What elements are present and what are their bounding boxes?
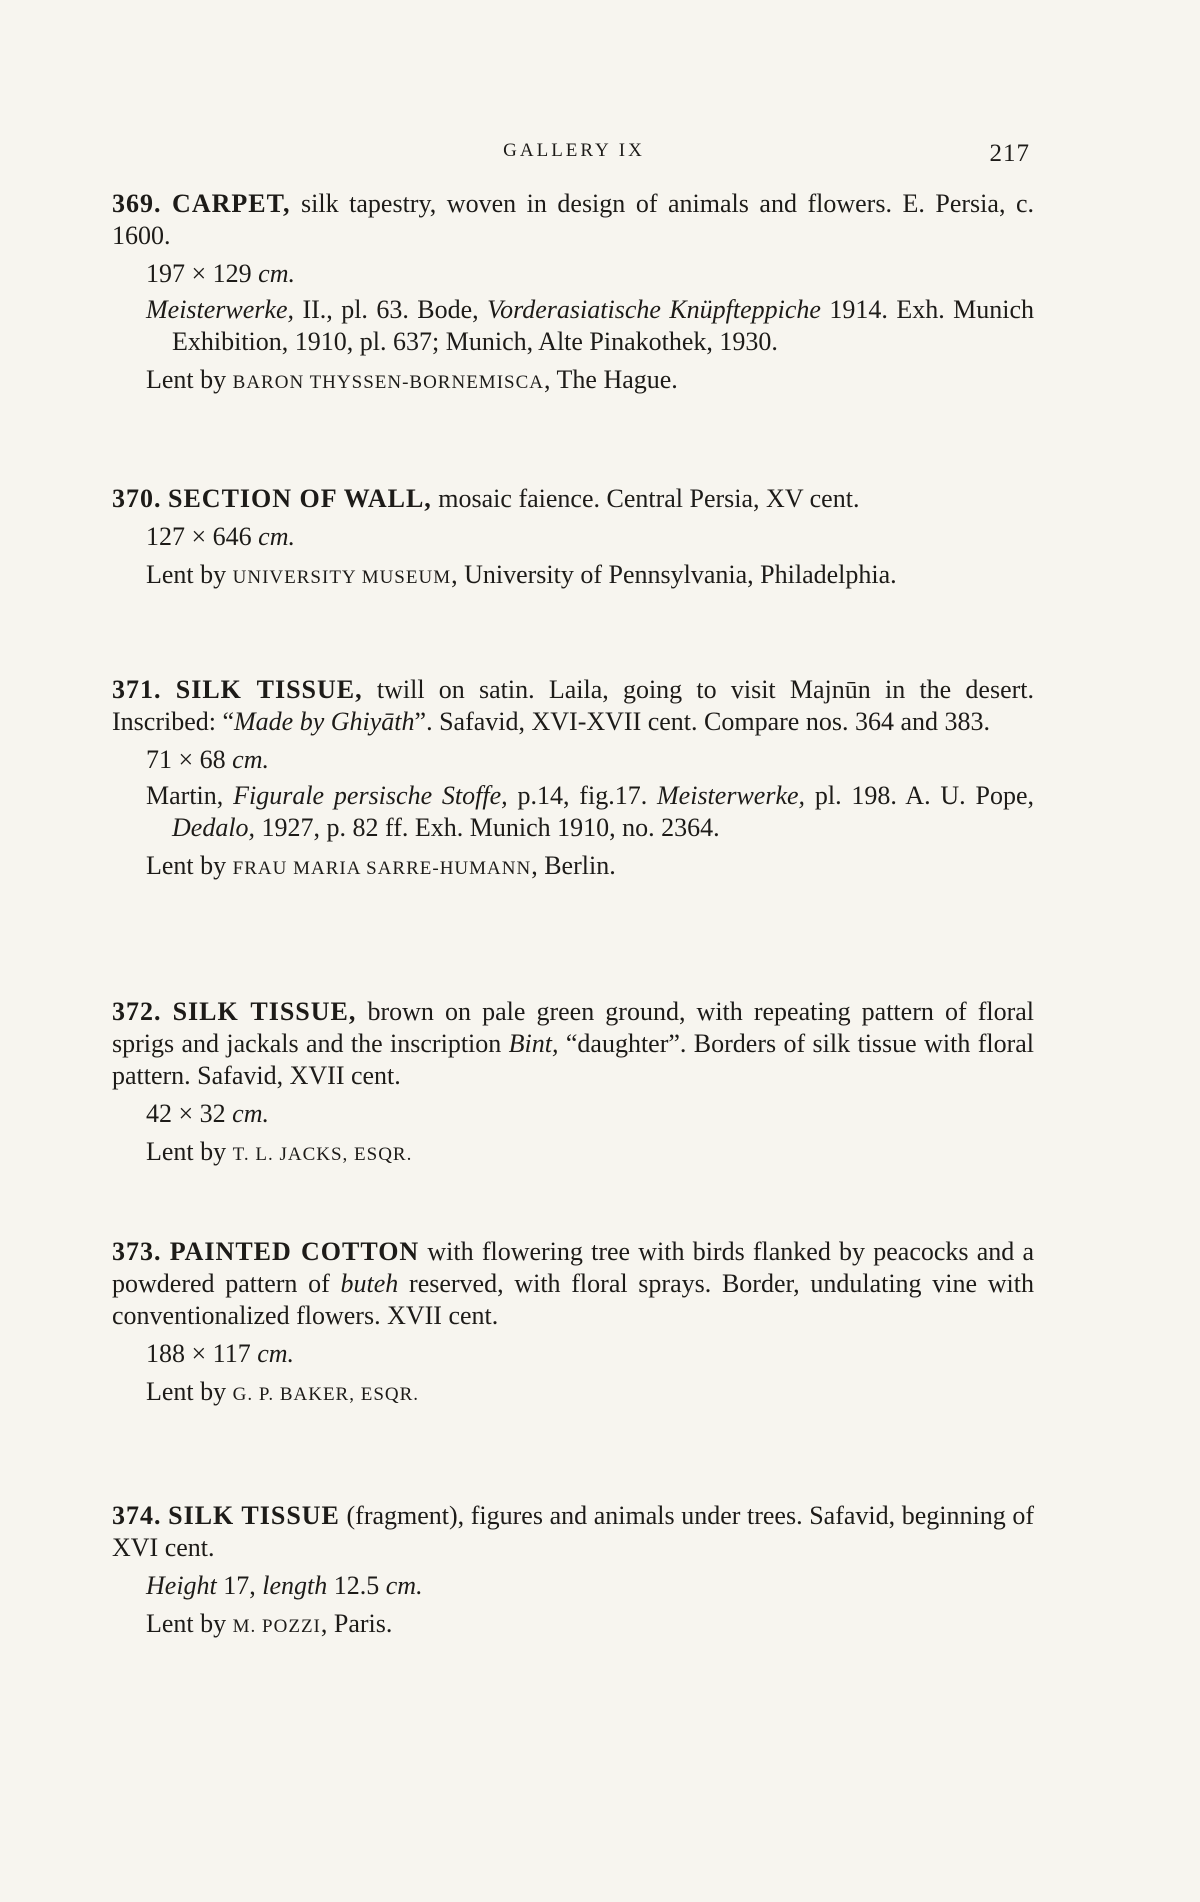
entry-dimensions: 197 × 129 cm. (146, 259, 295, 288)
entry-heading (112, 1500, 1034, 1564)
entry-lender: Lent by UNIVERSITY MUSEUM, University of Pennsylvania, Philadelphia. (146, 560, 897, 589)
entry-dimensions: 71 × 68 cm. (146, 745, 269, 774)
entry-number: 371. (112, 675, 162, 704)
entry-dimensions: Height 17, length 12.5 cm. (146, 1571, 423, 1600)
entry-title: SILK TISSUE (168, 1501, 340, 1530)
entry-number: 370. (112, 484, 162, 513)
entry-lender: Lent by T. L. JACKS, ESQR. (146, 1137, 413, 1166)
page-number: 217 (989, 140, 1030, 167)
catalogue-entry-371 (112, 674, 1034, 885)
running-head (118, 140, 1030, 170)
entry-dimensions: 127 × 646 cm. (146, 522, 295, 551)
entry-heading (112, 188, 1034, 252)
catalogue-entry-374 (112, 1500, 1034, 1643)
entry-title: CARPET, (172, 189, 291, 218)
entry-heading: 372. SILK TISSUE, brown on pale green ground, with repeating pattern of floral sprigs and jackals and the inscription Bint, “daughter”. Borders of silk tissue with floral pattern. Safavid, XVII cent. (112, 997, 1035, 1090)
entry-heading (112, 483, 1034, 515)
entry-references: Martin, Figurale persische Stoffe, p.14, fig.17. Meisterwerke, pl. 198. A. U. Pope, Dedalo, 1927, p. 82 ff. Exh. Munich 1910, no. 2364. (146, 781, 1034, 842)
entry-title: SILK TISSUE, (175, 675, 363, 704)
catalogue-entry-370 (112, 483, 1034, 594)
entry-title: SECTION OF WALL, (168, 484, 432, 513)
entry-lender: Lent by FRAU MARIA SARRE-HUMANN, Berlin. (146, 851, 616, 880)
catalogue-entry-373 (112, 1236, 1034, 1411)
entry-number: 372. (112, 997, 162, 1026)
entry-description: silk tapestry, woven in design of animals and flowers. E. Persia, c. 1600. (112, 189, 1035, 250)
entry-heading: 373. PAINTED COTTON with flowering tree with birds flanked by peacocks and a powdered pattern of buteh reserved, with floral sprays. Border, undulating vine with conventionalized flowers. XVII cent. (112, 1237, 1035, 1330)
entry-dimensions: 188 × 117 cm. (146, 1339, 295, 1368)
entry-lender: Lent by M. POZZI, Paris. (146, 1609, 393, 1638)
entry-number: 374. (112, 1501, 162, 1530)
entry-dimensions: 42 × 32 cm. (146, 1099, 269, 1128)
entry-title: SILK TISSUE, (172, 997, 357, 1026)
entry-lender: Lent by G. P. BAKER, ESQR. (146, 1377, 420, 1406)
entry-lender: Lent by BARON THYSSEN-BORNEMISCA, The Hague. (146, 365, 678, 394)
catalogue-entry-372 (112, 996, 1034, 1171)
entry-title: PAINTED COTTON (169, 1237, 420, 1266)
entry-number: 369. (112, 189, 162, 218)
entry-description: mosaic faience. Central Persia, XV cent. (431, 484, 860, 513)
entry-heading: 371. SILK TISSUE, twill on satin. Laila, going to visit Majnūn in the desert. Inscribed: “Made by Ghiyāth”. Safavid, XVI-XVII cent. Compare nos. 364 and 383. (112, 675, 1035, 736)
catalogue-entry-369 (112, 188, 1034, 399)
entry-description: (fragment), figures and animals under trees. Safavid, beginning of XVI cent. (112, 1501, 1034, 1562)
entry-references: Meisterwerke, II., pl. 63. Bode, Vorderasiatische Knüpfteppiche 1914. Exh. Munich Exhibition, 1910, pl. 637; Munich, Alte Pinakothek, 1930. (146, 295, 1035, 356)
running-title: GALLERY IX (503, 140, 645, 161)
entry-number: 373. (112, 1237, 162, 1266)
